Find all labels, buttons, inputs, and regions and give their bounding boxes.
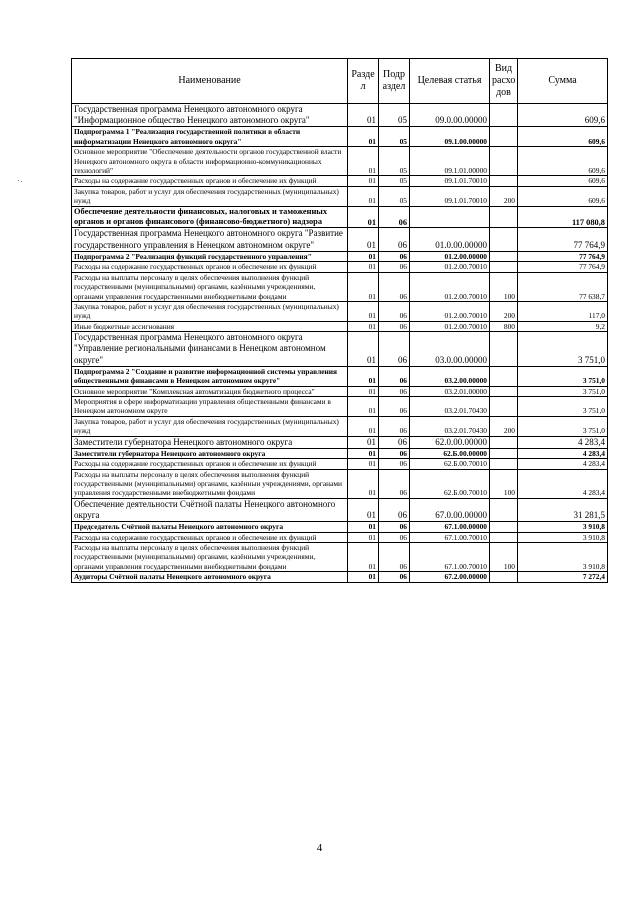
cell-name: Основное мероприятие "Комплексная автоматизация бюджетного процесса" [72,386,348,396]
cell-name: Расходы на содержание государственных органов и обеспечение их функций [72,262,348,272]
table-row [72,532,608,542]
cell-target-article: 62.0.00.00000 [410,436,490,448]
cell-subsection: 06 [379,386,410,396]
cell-section: 01 [348,272,379,301]
cell-name: Аудиторы Счётной палаты Ненецкого автономного округа [72,572,348,582]
cell-expense-type: 200 [490,301,518,321]
table-row [72,572,608,582]
cell-subsection: 06 [379,366,410,386]
cell-section: 01 [348,127,379,147]
cell-amount: 609,6 [518,176,608,186]
cell-expense-type: 100 [490,543,518,572]
table-row [72,522,608,532]
cell-amount: 3 751,0 [518,366,608,386]
cell-expense-type [490,448,518,458]
cell-name: Государственная программа Ненецкого автономного округа "Управление региональными финансами в Ненецком автономном округе" [72,332,348,367]
cell-expense-type: 200 [490,186,518,206]
table-row [72,543,608,572]
cell-target-article: 03.2.01.70430 [410,396,490,416]
header-subsection: Подр аздел [379,59,410,104]
cell-target-article: 67.1.00.70010 [410,543,490,572]
cell-subsection: 06 [379,251,410,261]
cell-subsection: 06 [379,396,410,416]
cell-subsection: 06 [379,206,410,228]
header-target-article: Целевая статья [410,59,490,104]
table-row [72,321,608,331]
cell-subsection: 06 [379,498,410,521]
header-expense-type: Вид расхо дов [490,59,518,104]
cell-subsection: 06 [379,228,410,251]
table-row [72,262,608,272]
cell-subsection: 06 [379,416,410,436]
cell-expense-type [490,459,518,469]
cell-subsection: 06 [379,543,410,572]
cell-amount: 3 751,0 [518,396,608,416]
cell-section: 01 [348,448,379,458]
table-row [72,206,608,228]
header-amount: Сумма [518,59,608,104]
cell-expense-type [490,262,518,272]
cell-amount: 3 751,0 [518,386,608,396]
table-row [72,448,608,458]
cell-name: Расходы на выплаты персоналу в целях обеспечения выполнения функций государственными (муниципальными) органами, казённыи учреждениями, органами управления государственными внебюджетными фондами [72,469,348,498]
cell-amount: 117,0 [518,301,608,321]
cell-amount: 609,6 [518,104,608,127]
cell-expense-type: 200 [490,416,518,436]
cell-name: Расходы на выплаты персоналу в целях обеспечения выполнения функций государственными (муниципальными) органами, казёнными учреждениями, органами управления государственными внебюджетными фондами [72,543,348,572]
cell-section: 01 [348,498,379,521]
cell-subsection: 05 [379,186,410,206]
table-row [72,396,608,416]
cell-name: Обеспечение деятельности финансовых, налоговых и таможенных органов и органов финансового (финансово-бюджетного) надзора [72,206,348,228]
cell-section: 01 [348,416,379,436]
cell-section: 01 [348,469,379,498]
cell-section: 01 [348,366,379,386]
cell-name: Расходы на содержание государственных органов и обеспечение их функций [72,532,348,542]
cell-target-article: 62.Б.00.70010 [410,469,490,498]
cell-expense-type [490,127,518,147]
cell-expense-type [490,436,518,448]
cell-target-article: 03.2.01.70430 [410,416,490,436]
cell-amount: 3 751,0 [518,332,608,367]
cell-name: Подпрограмма 1 "Реализация государственной политики в области информатизации Ненецкого автономного округа" [72,127,348,147]
cell-subsection: 06 [379,469,410,498]
table-row [72,366,608,386]
cell-expense-type: 100 [490,469,518,498]
cell-name: Государственная программа Ненецкого автономного округа "Информационное общество Ненецкого автономного округа" [72,104,348,127]
table-row [72,228,608,251]
cell-name: Подпрограмма 2 "Создание и развитие информационной системы управления общественными финансами в Ненецком автономном округе" [72,366,348,386]
table-row [72,301,608,321]
cell-expense-type [490,206,518,228]
cell-name: Закупка товаров, работ и услуг для обеспечения государственных (муниципальных) нужд [72,301,348,321]
cell-target-article: 09.1.01.70010 [410,176,490,186]
cell-subsection: 06 [379,572,410,582]
cell-name: Обеспечение деятельности Счётной палаты Ненецкого автономного округа [72,498,348,521]
cell-name: Заместители губернатора Ненецкого автономного округа [72,436,348,448]
cell-name: Заместители губернатора Ненецкого автономного округа [72,448,348,458]
cell-name: Государственная программа Ненецкого автономного округа "Развитие государственного управления в Ненецком автономном округе" [72,228,348,251]
cell-expense-type [490,396,518,416]
cell-subsection: 05 [379,176,410,186]
cell-target-article: 09.0.00.00000 [410,104,490,127]
cell-section: 01 [348,436,379,448]
cell-target-article: 03.0.00.00000 [410,332,490,367]
cell-section: 01 [348,301,379,321]
cell-target-article: 01.2.00.70010 [410,301,490,321]
table-row [72,498,608,521]
page-number: 4 [316,842,323,854]
cell-expense-type [490,147,518,176]
cell-amount: 3 910,8 [518,532,608,542]
cell-expense-type [490,532,518,542]
cell-name: Мероприятия в сфере информатизации управления общественными финансами в Ненецком автономном округе [72,396,348,416]
table-header-row [72,59,608,104]
table-row [72,469,608,498]
cell-amount: 609,6 [518,186,608,206]
cell-expense-type: 800 [490,321,518,331]
cell-name: Иные бюджетные ассигнования [72,321,348,331]
cell-target-article: 67.1.00.00000 [410,522,490,532]
cell-section: 01 [348,532,379,542]
cell-section: 01 [348,522,379,532]
cell-amount: 77 764,9 [518,228,608,251]
cell-amount: 4 283,4 [518,469,608,498]
cell-target-article: 09.1.01.70010 [410,186,490,206]
table-row [72,416,608,436]
cell-subsection: 06 [379,301,410,321]
cell-amount: 4 283,4 [518,459,608,469]
table-row [72,147,608,176]
cell-target-article: 01.2.00.70010 [410,272,490,301]
cell-expense-type [490,104,518,127]
table-row [72,251,608,261]
cell-subsection: 06 [379,448,410,458]
cell-subsection: 06 [379,532,410,542]
cell-expense-type [490,522,518,532]
cell-name: Расходы на выплаты персоналу в целях обеспечения выполнения функций государственными (муниципальными) органами, казёнными учреждениями, органами управления государственными внебюджетными фондами [72,272,348,301]
table-row [72,459,608,469]
cell-amount: 3 910,8 [518,543,608,572]
cell-target-article: 01.2.00.00000 [410,251,490,261]
cell-expense-type [490,572,518,582]
cell-expense-type [490,386,518,396]
cell-section: 01 [348,176,379,186]
cell-expense-type [490,366,518,386]
cell-name: Основное мероприятие "Обеспечение деятельности органов государственной власти Ненецкого автономного округа в области информационно-коммуникационных технологий" [72,147,348,176]
cell-subsection: 06 [379,332,410,367]
cell-target-article: 62.Б.00.70010 [410,459,490,469]
cell-name: Закупка товаров, работ и услуг для обеспечения государственных (муниципальных) нужд [72,186,348,206]
cell-target-article: 03.2.00.00000 [410,366,490,386]
cell-amount: 31 281,5 [518,498,608,521]
cell-section: 01 [348,104,379,127]
cell-amount: 9,2 [518,321,608,331]
cell-target-article: 09.1.01.00000 [410,147,490,176]
table-row [72,386,608,396]
cell-expense-type [490,176,518,186]
cell-amount: 77 764,9 [518,251,608,261]
cell-target-article [410,206,490,228]
cell-subsection: 06 [379,522,410,532]
cell-amount: 3 751,0 [518,416,608,436]
cell-subsection: 06 [379,272,410,301]
header-name: Наименование [72,59,348,104]
cell-amount: 117 080,8 [518,206,608,228]
cell-name: Подпрограмма 2 "Реализация функций государственного управления" [72,251,348,261]
cell-target-article: 62.Б.00.00000 [410,448,490,458]
table-row [72,176,608,186]
cell-section: 01 [348,459,379,469]
cell-subsection: 05 [379,104,410,127]
scan-speck-marks [18,180,19,181]
cell-amount: 4 283,4 [518,436,608,448]
cell-subsection: 05 [379,147,410,176]
cell-amount: 77 638,7 [518,272,608,301]
cell-name: Председатель Счётной палаты Ненецкого автономного округа [72,522,348,532]
cell-section: 01 [348,251,379,261]
cell-target-article: 03.2.01.00000 [410,386,490,396]
table-row [72,127,608,147]
cell-target-article: 01.2.00.70010 [410,262,490,272]
table-row [72,104,608,127]
cell-section: 01 [348,572,379,582]
cell-expense-type [490,228,518,251]
budget-table [71,58,608,583]
cell-amount: 7 272,4 [518,572,608,582]
cell-section: 01 [348,262,379,272]
cell-section: 01 [348,543,379,572]
cell-name: Закупка товаров, работ и услуг для обеспечения государственных (муниципальных) нужд [72,416,348,436]
cell-name: Расходы на содержание государственных органов и обеспечение их функций [72,176,348,186]
cell-expense-type [490,332,518,367]
cell-section: 01 [348,228,379,251]
cell-subsection: 06 [379,262,410,272]
cell-amount: 609,6 [518,147,608,176]
cell-amount: 77 764,9 [518,262,608,272]
cell-section: 01 [348,386,379,396]
cell-expense-type [490,251,518,261]
cell-amount: 3 910,8 [518,522,608,532]
cell-section: 01 [348,332,379,367]
cell-target-article: 67.0.00.00000 [410,498,490,521]
cell-subsection: 06 [379,459,410,469]
cell-subsection: 06 [379,436,410,448]
cell-target-article: 67.2.00.00000 [410,572,490,582]
cell-subsection: 06 [379,321,410,331]
cell-section: 01 [348,147,379,176]
table-row [72,332,608,367]
cell-target-article: 01.0.00.00000 [410,228,490,251]
cell-target-article: 67.1.00.70010 [410,532,490,542]
cell-target-article: 01.2.00.70010 [410,321,490,331]
header-section: Разде л [348,59,379,104]
table-body [72,104,608,583]
cell-target-article: 09.1.00.00000 [410,127,490,147]
cell-section: 01 [348,396,379,416]
cell-section: 01 [348,186,379,206]
cell-section: 01 [348,321,379,331]
cell-expense-type [490,498,518,521]
table-row [72,272,608,301]
budget-table-sheet [71,58,607,583]
cell-section: 01 [348,206,379,228]
table-row [72,436,608,448]
table-row [72,186,608,206]
cell-amount: 609,6 [518,127,608,147]
cell-expense-type: 100 [490,272,518,301]
cell-subsection: 05 [379,127,410,147]
cell-name: Расходы на содержание государственных органов и обеспечение их функций [72,459,348,469]
cell-amount: 4 283,4 [518,448,608,458]
